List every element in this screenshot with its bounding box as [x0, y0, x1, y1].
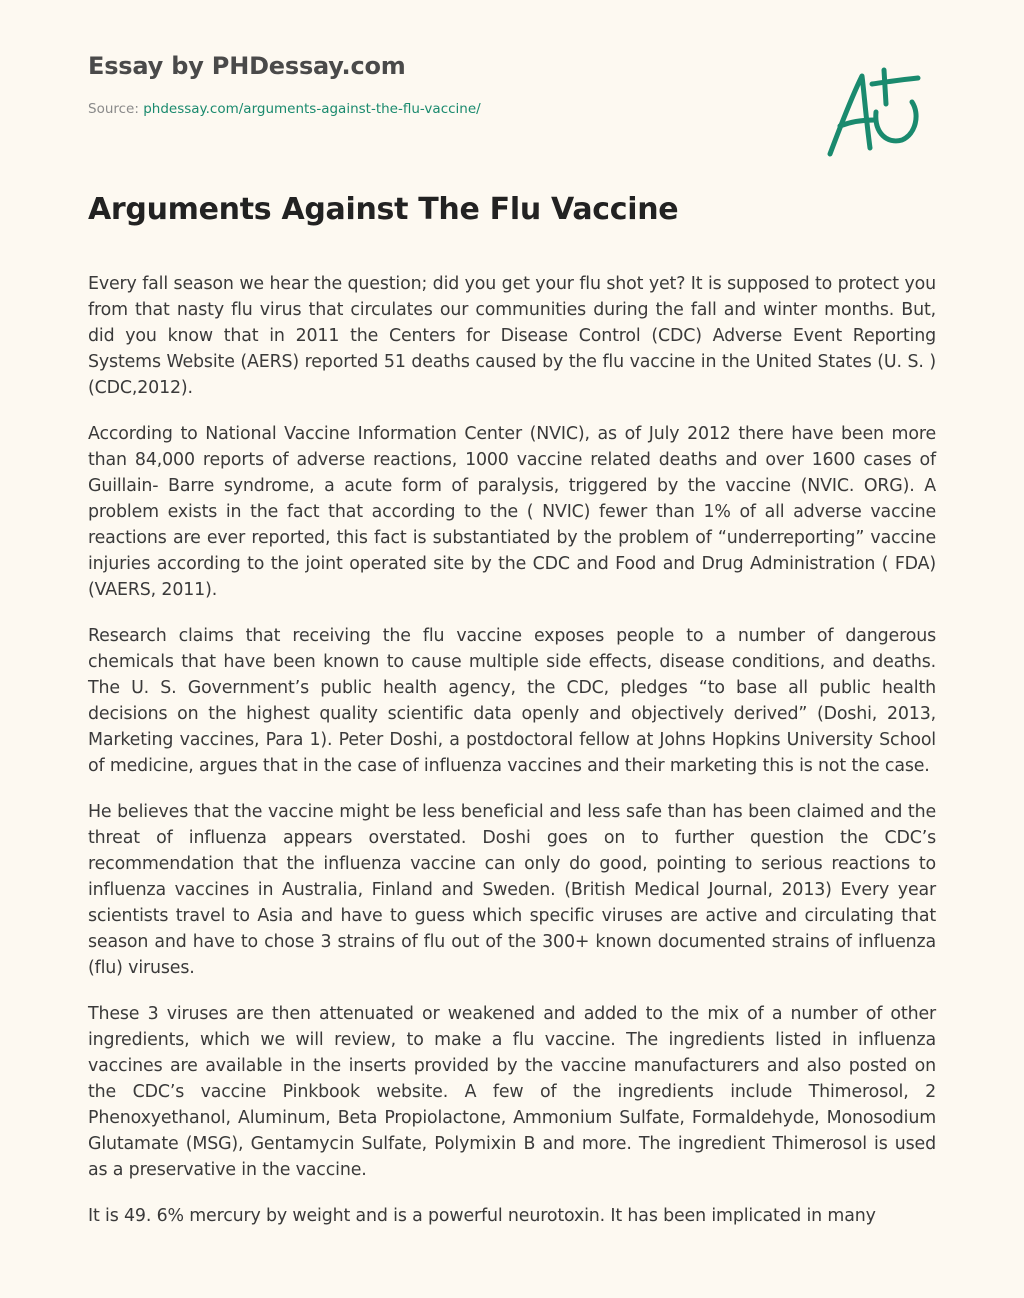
a-plus-logo	[818, 62, 930, 162]
paragraph: Research claims that receiving the flu vaccine exposes people to a number of dangerous chemicals that have been known to cause multiple side effects, disease conditions, and deaths. The U. S. Government’s public health agency, the CDC, pledges “to base all public health decisions on the highest quality scientific data openly and objectively derived” (Doshi, 2013, Marketing vaccines, Para 1). Peter Doshi, a postdoctoral fellow at Johns Hopkins University School of medicine, argues that in the case of influenza vaccines and their marketing this is not the case.	[88, 626, 936, 776]
source-link[interactable]: phdessay.com/arguments-against-the-flu-vaccine/	[143, 101, 481, 117]
article-title: Arguments Against The Flu Vaccine	[88, 192, 679, 227]
article-body	[88, 271, 936, 1249]
paragraph: It is 49. 6% mercury by weight and is a powerful neurotoxin. It has been implicated in many	[88, 1206, 876, 1226]
paragraph: Every fall season we hear the question; did you get your flu shot yet? It is supposed to protect you from that nasty flu virus that circulates our communities during the fall and winter months. But, did you know that in 2011 the Centers for Disease Control (CDC) Adverse Event Reporting Systems Website (AERS) reported 51 deaths caused by the flu vaccine in the United States (U. S. ) (CDC,2012).	[88, 274, 936, 398]
a-plus-logo-icon	[818, 62, 930, 162]
page-header	[88, 52, 788, 118]
source-label: Source:	[88, 101, 144, 117]
paragraph: These 3 viruses are then attenuated or weakened and added to the mix of a number of other ingredients, which we will review, to make a flu vaccine. The ingredients listed in influenza vaccines are available in the inserts provided by the vaccine manufacturers and also posted on the CDC’s vaccine Pinkbook website. A few of the ingredients include Thimerosol, 2 Phenoxyethanol, Aluminum, Beta Propiolactone, Ammonium Sulfate, Formaldehyde, Monosodium Glutamate (MSG), Gentamycin Sulfate, Polymixin B and more. The ingredient Thimerosol is used as a preservative in the vaccine.	[88, 1004, 936, 1180]
paragraph: He believes that the vaccine might be less beneficial and less safe than has been claimed and the threat of influenza appears overstated. Doshi goes on to further question the CDC’s recommendation that the influenza vaccine can only do good, pointing to serious reactions to influenza vaccines in Australia, Finland and Sweden. (British Medical Journal, 2013) Every year scientists travel to Asia and have to guess which specific viruses are active and circulating that season and have to chose 3 strains of flu out of the 300+ known documented strains of influenza (flu) viruses.	[88, 802, 936, 978]
site-title: Essay by PHDessay.com	[88, 52, 406, 80]
paragraph: According to National Vaccine Information Center (NVIC), as of July 2012 there have been more than 84,000 reports of adverse reactions, 1000 vaccine related deaths and over 1600 cases of Guillain- Barre syndrome, a acute form of paralysis, triggered by the vaccine (NVIC. ORG). A problem exists in the fact that according to the ( NVIC) fewer than 1% of all adverse vaccine reactions are ever reported, this fact is substantiated by the problem of “underreporting” vaccine injuries according to the joint operated site by the CDC and Food and Drug Administration ( FDA) (VAERS, 2011).	[88, 424, 936, 600]
source-line	[88, 100, 788, 118]
